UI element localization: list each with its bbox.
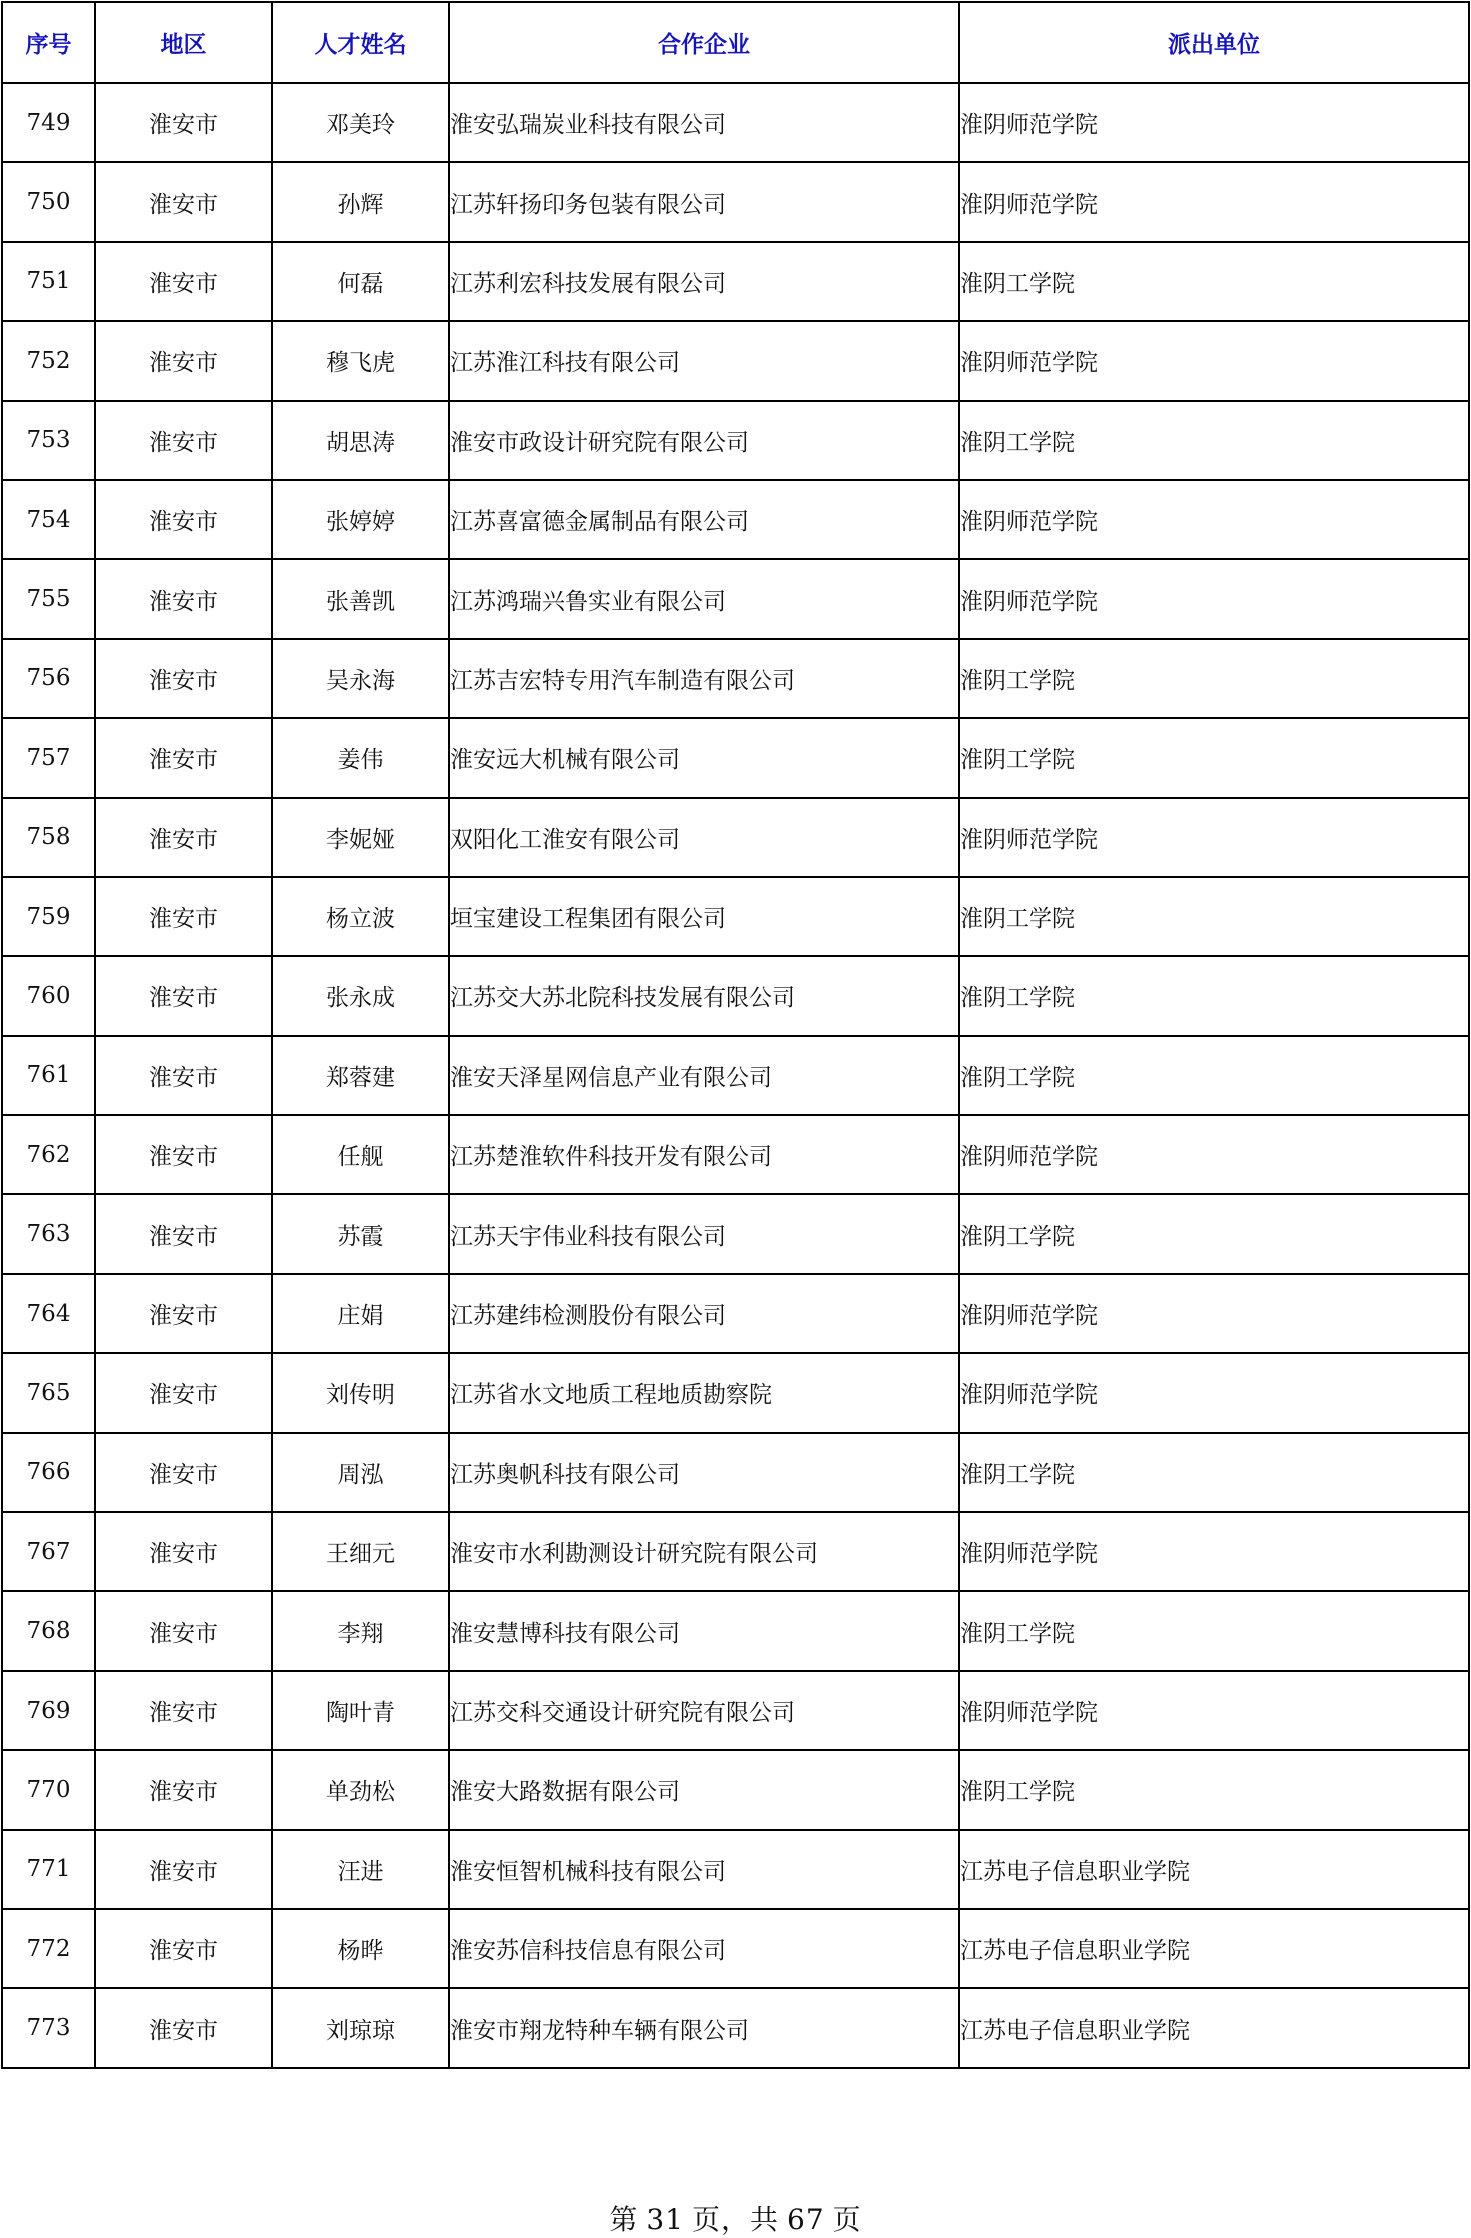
cell-dispatch-unit: 淮阴师范学院 [959,1353,1469,1432]
table-row [2,1274,1469,1353]
cell-dispatch-unit: 淮阴师范学院 [959,162,1469,241]
cell-talent-name: 姜伟 [272,718,449,797]
table-row [2,242,1469,321]
cell-partner-company: 淮安弘瑞炭业科技有限公司 [449,83,959,162]
cell-seq: 772 [2,1909,95,1988]
cell-seq: 750 [2,162,95,241]
footer-page-number: 31 [646,2203,684,2236]
cell-talent-name: 李妮娅 [272,798,449,877]
cell-partner-company: 淮安大路数据有限公司 [449,1750,959,1829]
cell-region: 淮安市 [95,877,272,956]
table-row [2,162,1469,241]
table-row [2,1036,1469,1115]
cell-talent-name: 陶叶青 [272,1671,449,1750]
cell-seq: 749 [2,83,95,162]
cell-seq: 771 [2,1830,95,1909]
cell-partner-company: 垣宝建设工程集团有限公司 [449,877,959,956]
cell-seq: 766 [2,1433,95,1512]
footer-suffix: 页 [832,2203,862,2236]
cell-region: 淮安市 [95,639,272,718]
cell-partner-company: 淮安慧博科技有限公司 [449,1591,959,1670]
cell-talent-name: 刘琼琼 [272,1988,449,2067]
cell-talent-name: 汪进 [272,1830,449,1909]
cell-region: 淮安市 [95,1115,272,1194]
footer-middle: 页，共 [691,2203,779,2236]
cell-partner-company: 江苏喜富德金属制品有限公司 [449,480,959,559]
cell-dispatch-unit: 淮阴师范学院 [959,798,1469,877]
footer-total-pages: 67 [787,2203,825,2236]
table-row [2,1194,1469,1273]
cell-seq: 767 [2,1512,95,1591]
cell-talent-name: 刘传明 [272,1353,449,1432]
cell-talent-name: 胡思涛 [272,401,449,480]
cell-talent-name: 何磊 [272,242,449,321]
table-row [2,1115,1469,1194]
table-body [2,83,1469,2068]
cell-talent-name: 杨立波 [272,877,449,956]
footer-prefix: 第 [609,2203,639,2236]
cell-region: 淮安市 [95,956,272,1035]
header-talent-name: 人才姓名 [272,2,449,83]
cell-region: 淮安市 [95,1274,272,1353]
cell-region: 淮安市 [95,1988,272,2067]
cell-partner-company: 江苏楚淮软件科技开发有限公司 [449,1115,959,1194]
cell-seq: 753 [2,401,95,480]
cell-dispatch-unit: 淮阴师范学院 [959,1115,1469,1194]
cell-dispatch-unit: 淮阴师范学院 [959,83,1469,162]
cell-seq: 756 [2,639,95,718]
cell-dispatch-unit: 淮阴工学院 [959,1036,1469,1115]
cell-partner-company: 江苏轩扬印务包装有限公司 [449,162,959,241]
cell-region: 淮安市 [95,1830,272,1909]
cell-seq: 769 [2,1671,95,1750]
cell-seq: 762 [2,1115,95,1194]
cell-seq: 755 [2,559,95,638]
cell-dispatch-unit: 淮阴工学院 [959,639,1469,718]
cell-talent-name: 李翔 [272,1591,449,1670]
cell-dispatch-unit: 淮阴工学院 [959,718,1469,797]
cell-region: 淮安市 [95,718,272,797]
cell-region: 淮安市 [95,1433,272,1512]
cell-region: 淮安市 [95,162,272,241]
table-row [2,1750,1469,1829]
table-row [2,956,1469,1035]
cell-talent-name: 张善凯 [272,559,449,638]
cell-seq: 764 [2,1274,95,1353]
cell-talent-name: 邓美玲 [272,83,449,162]
cell-partner-company: 淮安远大机械有限公司 [449,718,959,797]
cell-partner-company: 淮安市翔龙特种车辆有限公司 [449,1988,959,2067]
cell-seq: 751 [2,242,95,321]
cell-dispatch-unit: 淮阴师范学院 [959,1274,1469,1353]
cell-region: 淮安市 [95,559,272,638]
table-row [2,1988,1469,2067]
table-row [2,1512,1469,1591]
cell-talent-name: 张婷婷 [272,480,449,559]
cell-dispatch-unit: 淮阴工学院 [959,956,1469,1035]
cell-talent-name: 王细元 [272,1512,449,1591]
cell-dispatch-unit: 淮阴师范学院 [959,480,1469,559]
cell-partner-company: 江苏建纬检测股份有限公司 [449,1274,959,1353]
cell-seq: 761 [2,1036,95,1115]
cell-seq: 758 [2,798,95,877]
cell-dispatch-unit: 淮阴师范学院 [959,1512,1469,1591]
cell-seq: 759 [2,877,95,956]
table-row [2,1433,1469,1512]
cell-partner-company: 江苏奥帆科技有限公司 [449,1433,959,1512]
cell-region: 淮安市 [95,1036,272,1115]
cell-talent-name: 杨晔 [272,1909,449,1988]
cell-partner-company: 江苏天宇伟业科技有限公司 [449,1194,959,1273]
cell-dispatch-unit: 淮阴师范学院 [959,559,1469,638]
header-dispatch-unit: 派出单位 [959,2,1469,83]
cell-dispatch-unit: 淮阴工学院 [959,401,1469,480]
cell-partner-company: 江苏淮江科技有限公司 [449,321,959,400]
cell-region: 淮安市 [95,1194,272,1273]
table-row [2,1671,1469,1750]
cell-partner-company: 江苏吉宏特专用汽车制造有限公司 [449,639,959,718]
table-row [2,1909,1469,1988]
cell-partner-company: 江苏交大苏北院科技发展有限公司 [449,956,959,1035]
cell-region: 淮安市 [95,321,272,400]
cell-partner-company: 淮安苏信科技信息有限公司 [449,1909,959,1988]
table-row [2,1830,1469,1909]
cell-seq: 773 [2,1988,95,2067]
cell-dispatch-unit: 淮阴工学院 [959,1433,1469,1512]
cell-dispatch-unit: 淮阴工学院 [959,877,1469,956]
header-region: 地区 [95,2,272,83]
cell-region: 淮安市 [95,1671,272,1750]
header-seq: 序号 [2,2,95,83]
cell-partner-company: 江苏省水文地质工程地质勘察院 [449,1353,959,1432]
table-row [2,559,1469,638]
cell-talent-name: 穆飞虎 [272,321,449,400]
cell-talent-name: 庄娟 [272,1274,449,1353]
cell-dispatch-unit: 江苏电子信息职业学院 [959,1830,1469,1909]
header-partner-company: 合作企业 [449,2,959,83]
table-row [2,480,1469,559]
cell-dispatch-unit: 淮阴工学院 [959,1591,1469,1670]
cell-talent-name: 单劲松 [272,1750,449,1829]
cell-partner-company: 江苏鸿瑞兴鲁实业有限公司 [449,559,959,638]
cell-partner-company: 双阳化工淮安有限公司 [449,798,959,877]
cell-seq: 757 [2,718,95,797]
cell-seq: 765 [2,1353,95,1432]
cell-region: 淮安市 [95,401,272,480]
table-row [2,639,1469,718]
table-row [2,321,1469,400]
table-row [2,798,1469,877]
cell-talent-name: 郑蓉建 [272,1036,449,1115]
cell-region: 淮安市 [95,83,272,162]
cell-partner-company: 淮安恒智机械科技有限公司 [449,1830,959,1909]
cell-seq: 763 [2,1194,95,1273]
talent-table [1,1,1470,2069]
cell-seq: 760 [2,956,95,1035]
cell-region: 淮安市 [95,480,272,559]
cell-region: 淮安市 [95,1512,272,1591]
table-row [2,83,1469,162]
cell-partner-company: 江苏交科交通设计研究院有限公司 [449,1671,959,1750]
cell-seq: 768 [2,1591,95,1670]
cell-talent-name: 周泓 [272,1433,449,1512]
cell-talent-name: 任舰 [272,1115,449,1194]
table-row [2,718,1469,797]
page-footer [0,2198,1471,2238]
table-row [2,1591,1469,1670]
cell-dispatch-unit: 淮阴师范学院 [959,1671,1469,1750]
cell-seq: 754 [2,480,95,559]
cell-talent-name: 张永成 [272,956,449,1035]
cell-region: 淮安市 [95,242,272,321]
cell-dispatch-unit: 淮阴工学院 [959,242,1469,321]
cell-talent-name: 吴永海 [272,639,449,718]
cell-region: 淮安市 [95,1909,272,1988]
cell-region: 淮安市 [95,798,272,877]
table-row [2,401,1469,480]
cell-partner-company: 淮安市政设计研究院有限公司 [449,401,959,480]
cell-dispatch-unit: 江苏电子信息职业学院 [959,1988,1469,2067]
cell-partner-company: 淮安市水利勘测设计研究院有限公司 [449,1512,959,1591]
cell-dispatch-unit: 淮阴工学院 [959,1194,1469,1273]
cell-dispatch-unit: 淮阴工学院 [959,1750,1469,1829]
cell-dispatch-unit: 淮阴师范学院 [959,321,1469,400]
cell-dispatch-unit: 江苏电子信息职业学院 [959,1909,1469,1988]
cell-talent-name: 孙辉 [272,162,449,241]
table-header-row [2,2,1469,83]
cell-partner-company: 江苏利宏科技发展有限公司 [449,242,959,321]
cell-region: 淮安市 [95,1750,272,1829]
cell-region: 淮安市 [95,1591,272,1670]
cell-seq: 770 [2,1750,95,1829]
cell-region: 淮安市 [95,1353,272,1432]
cell-talent-name: 苏霞 [272,1194,449,1273]
cell-seq: 752 [2,321,95,400]
table-row [2,1353,1469,1432]
cell-partner-company: 淮安天泽星网信息产业有限公司 [449,1036,959,1115]
table-row [2,877,1469,956]
